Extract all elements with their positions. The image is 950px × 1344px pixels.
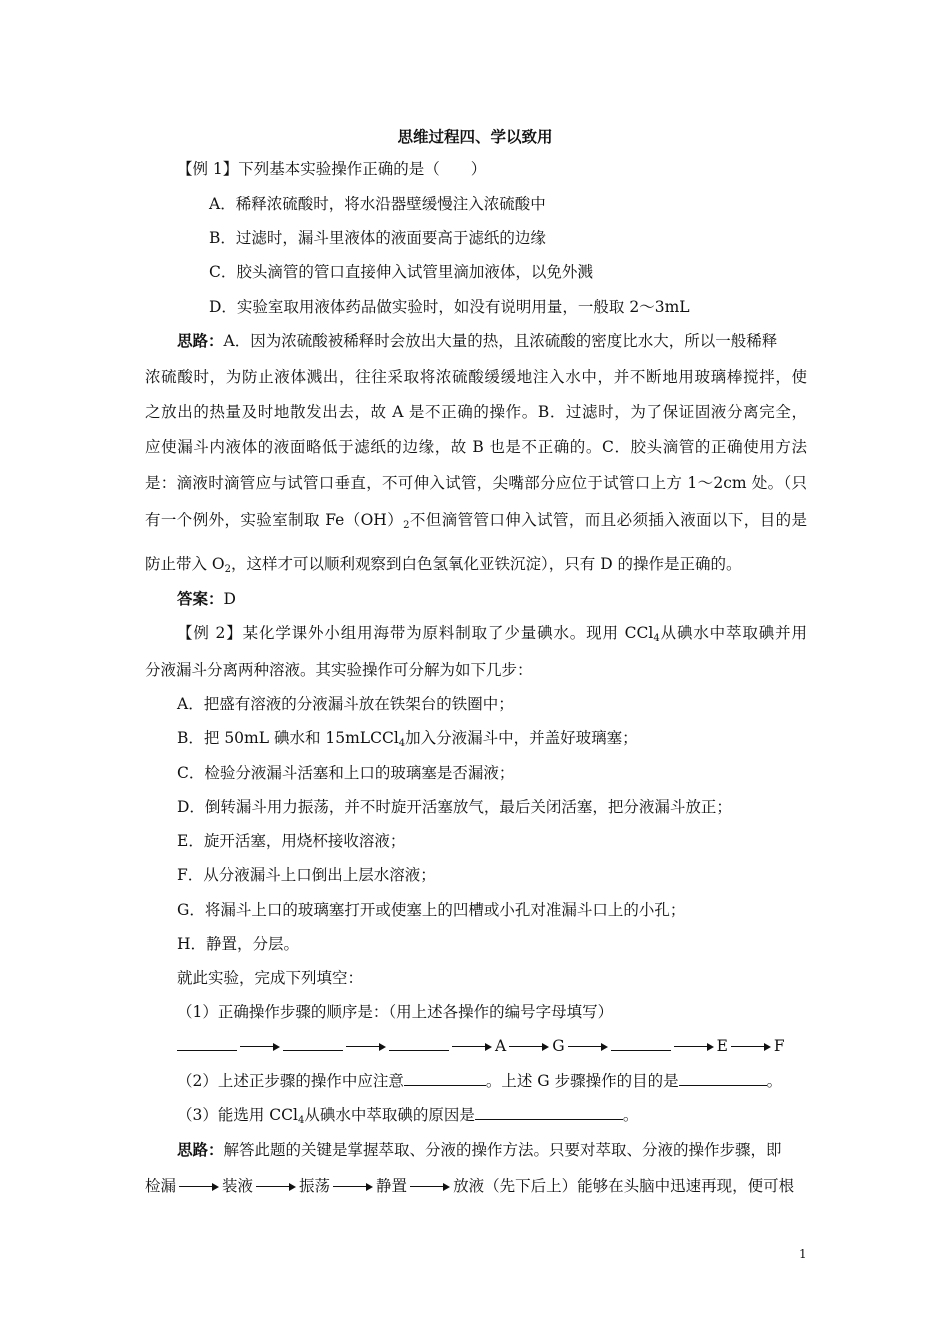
analysis-label: 思路：	[177, 332, 224, 350]
question-1: （1）正确操作步骤的顺序是：（用上述各操作的编号字母填写）	[177, 1003, 614, 1021]
arrow-icon	[731, 1042, 771, 1052]
question-2: （2）上述正步骤的操作中应注意 。上述 G 步骤操作的目的是 。	[177, 1072, 783, 1090]
step-d: D．倒转漏斗用力振荡，并不时旋开活塞放气，最后关闭活塞，把分液漏斗放正；	[177, 798, 732, 816]
step-a: A．把盛有溶液的分液漏斗放在铁架台的铁圈中；	[177, 695, 514, 713]
example-1-label: 【例 1】	[177, 160, 239, 178]
analysis-2-flow: 检漏 装液 振荡 静置 放液（先下后上）能够在头脑中迅速再现，便可根	[145, 1177, 795, 1195]
answer-blank[interactable]	[475, 1104, 623, 1120]
answer-blank[interactable]	[404, 1070, 486, 1086]
arrow-icon	[674, 1042, 714, 1052]
answer-1: 答案：D	[177, 590, 236, 608]
arrow-icon	[256, 1182, 296, 1192]
step-f: F．从分液漏斗上口倒出上层水溶液；	[177, 866, 436, 884]
analysis-1-line-1: 思路：A．因为浓硫酸被稀释时会放出大量的热，且浓硫酸的密度比水大，所以一般稀释	[177, 332, 778, 350]
arrow-icon	[509, 1042, 549, 1052]
answer-blank[interactable]	[177, 1035, 237, 1051]
arrow-icon	[452, 1042, 492, 1052]
analysis-1-line-3: 之放出的热量及时地散发出去，故 A 是不正确的操作。B．过滤时，为了保证固液分离完全，	[145, 403, 807, 421]
arrow-icon	[179, 1182, 219, 1192]
example-1-stem: 【例 1】下列基本实验操作正确的是（ ）	[177, 160, 487, 178]
page-title: 思维过程四、学以致用	[397, 128, 553, 146]
arrow-icon	[333, 1182, 373, 1192]
option-a: A．稀释浓硫酸时，将水沿器壁缓慢注入浓硫酸中	[209, 195, 546, 213]
sequence-step: G	[552, 1037, 565, 1055]
analysis-1-line-6: 有一个例外，实验室制取 $Fe(OH)_2$不但滴管管口伸入试管，而且必须插入液面以下，目的是	[145, 511, 807, 531]
option-b: B．过滤时，漏斗里液体的液面要高于滤纸的边缘	[209, 229, 546, 247]
step-e: E．旋开活塞，用烧杯接收溶液；	[177, 832, 406, 850]
arrow-icon	[346, 1042, 386, 1052]
sequence-step: F	[773, 1037, 785, 1055]
option-c: C．胶头滴管的管口直接伸入试管里滴加液体，以免外溅	[209, 263, 593, 281]
analysis-1-line-4: 应使漏斗内液体的液面略低于滤纸的边缘，故 B 也是不正确的。C．胶头滴管的正确使用方法	[145, 438, 807, 456]
step-c: C．检验分液漏斗活塞和上口的玻璃塞是否漏液；	[177, 764, 515, 782]
page-number: 1	[799, 1247, 807, 1261]
example-2-stem: 【例 2】某化学课外小组用海带为原料制取了少量碘水。现用 CCl$_4$从碘水中萃取碘并用	[177, 624, 807, 644]
analysis-label: 思路：	[177, 1141, 224, 1159]
question-3: （3）能选用 CCl$_4$从碘水中萃取碘的原因是 。	[177, 1106, 639, 1126]
analysis-1-line-7: 防止带入 $O_2$，这样才可以顺利观察到白色氢氧化亚铁沉淀），只有 D 的操作是正确的。	[145, 555, 742, 575]
answer-label: 答案：	[177, 590, 224, 608]
answer-blank[interactable]	[389, 1035, 449, 1051]
answer-blank[interactable]	[679, 1070, 767, 1086]
arrow-icon	[410, 1182, 450, 1192]
step-b: B．把 50mL 碘水和 15mLCCl$_4$加入分液漏斗中，并盖好玻璃塞；	[177, 729, 638, 749]
sequence-step: A	[495, 1037, 507, 1055]
sequence-step: E	[716, 1037, 728, 1055]
arrow-icon	[240, 1042, 280, 1052]
step-h: H．静置，分层。	[177, 935, 300, 953]
analysis-1-line-2: 浓硫酸时，为防止液体溅出，往往采取将浓硫酸缓缓地注入水中，并不断地用玻璃棒搅拌，使	[145, 368, 807, 386]
sequence-row	[177, 1035, 785, 1057]
task-intro: 就此实验，完成下列填空：	[177, 969, 364, 987]
analysis-2-line-1: 思路：解答此题的关键是掌握萃取、分液的操作方法。只要对萃取、分液的操作步骤，即	[177, 1141, 782, 1159]
step-g: G．将漏斗上口的玻璃塞打开或使塞上的凹槽或小孔对准漏斗口上的小孔；	[177, 901, 686, 919]
answer-blank[interactable]	[283, 1035, 343, 1051]
example-2-stem-line-2: 分液漏斗分离两种溶液。其实验操作可分解为如下几步：	[145, 661, 533, 679]
answer-blank[interactable]	[611, 1035, 671, 1051]
analysis-1-line-5: 是：滴液时滴管应与试管口垂直，不可伸入试管，尖嘴部分应位于试管口上方 1～2cm 处。（只	[145, 474, 807, 492]
arrow-icon	[568, 1042, 608, 1052]
option-d: D．实验室取用液体药品做实验时，如没有说明用量，一般取 2～3mL	[209, 298, 690, 316]
example-2-label: 【例 2】	[177, 624, 243, 642]
